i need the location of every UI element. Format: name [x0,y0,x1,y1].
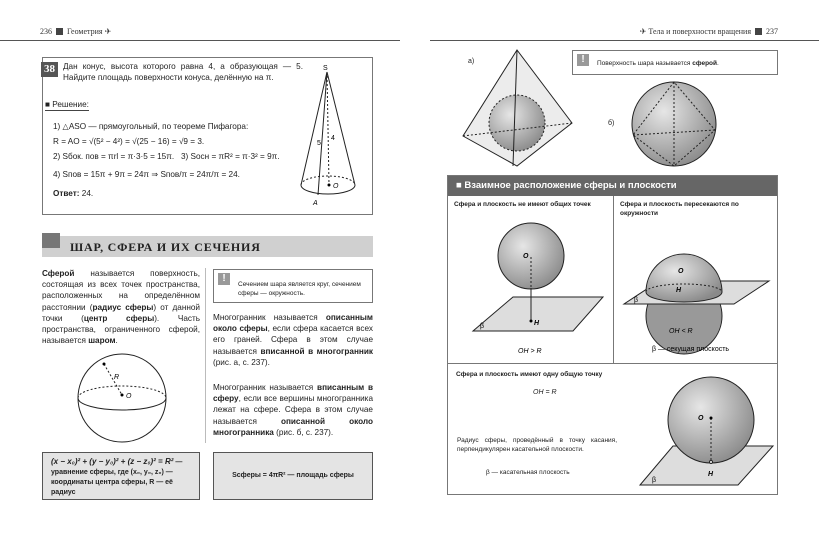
page-number: 237 [766,27,778,36]
step: 3) Sосн = πR² = π·3² = 9π. [180,152,280,162]
label-beta: β [652,477,657,484]
label-r: R [114,374,120,381]
right-page-header: ✈ Тела и поверхности вращения 237 [639,27,778,36]
case3-note: β — касательная плоскость [486,469,570,476]
sphere-plane-table [447,175,778,495]
case2-figure [614,221,778,361]
label-beta: β [634,297,639,304]
sphere-figure [70,350,180,450]
section-title-bar [42,236,373,257]
page-number: 236 [40,27,52,36]
table-header: ■ Взаимное расположение сферы и плоскости [448,176,777,196]
figure-b-label: б) [608,120,615,127]
label-h: H [708,471,714,478]
note-box [572,50,778,75]
case3-text: Радиус сферы, проведённый в точку касания, перпендикулярен касательной плоскости. [457,437,617,453]
step: R = AO = √(5² − 4²) = √(25 − 16) = √9 = 3. [53,137,205,147]
label-beta: β [480,323,485,330]
label-a: A [313,200,318,207]
section-title: ШАР, СФЕРА И ИХ СЕЧЕНИЯ [70,240,261,254]
case2-condition: OH < R [669,328,693,335]
running-title: Геометрия [67,27,103,36]
answer-label: Ответ: [53,188,80,198]
note-text: Поверхность шара называется сферой. [597,60,719,67]
column-divider [205,268,206,443]
label-o: O [523,253,529,260]
answer-value: 24. [81,188,94,198]
case3-condition: OH = R [533,389,557,396]
problem-text: Дан конус, высота которого равна 4, а образующая — 5. Найдите площадь поверхности конуса, делённую на π. [63,62,303,83]
step: 2) Sбок. пов = πrl = π·3·5 = 15π. [53,152,175,162]
cone-figure [293,60,373,215]
tetrahedron-inscribed-sphere [455,48,585,168]
case1-condition: OH > R [518,348,542,355]
case1-figure [448,221,613,361]
note-text: Сечением шара является круг, сечением сферы — окружность. [238,281,361,297]
table-title: Взаимное расположение сферы и плоскости [464,180,677,191]
label-s: S [323,65,328,72]
case3-figure [628,366,778,494]
step: 4) Sпов = 15π + 9π = 24π ⇒ Sпов/π = 24π/π = 24. [53,169,240,179]
circumscribed-paragraph: Многогранник называется описанным около сферы, если сфера касается всех его граней. Сфера в этом случае называется вписанной в многогранник (рис. а, с. 237). [213,313,373,367]
label-o: O [698,415,704,422]
figure-a-label: а) [468,58,475,65]
solution-steps [53,121,303,199]
sphere-area-box: Sсферы = 4πR² — площадь сферы [213,452,373,500]
header-rule [0,40,400,41]
problem-number: 38 [41,62,58,77]
note-box [213,269,373,303]
label-o: O [126,393,132,400]
exclamation-icon: ! [218,273,230,285]
solution-label: ■ Решение: [45,99,89,111]
left-page-header: 236 Геометрия ✈ [40,27,112,36]
label-o: O [333,183,339,190]
label-o: O [678,268,684,275]
sphere-circumscribed-tetrahedron [630,80,720,168]
case2-heading: Сфера и плоскость пересекаются по окружности [620,201,739,217]
inscribed-paragraph: Многогранник называется вписанным в сферу, если все вершины многогранника лежат на сфере. Сфера в этом случае называется описанной около многогранника (рис. б, с. 237). [213,383,374,437]
sphere-equation-box: (x − x₀)² + (y − y₀)² + (z − z₀)² = R² — уравнение сферы, где (x₀, y₀, z₀) — координаты центра сферы, R — её радиус [42,452,200,500]
label-slant: 5 [317,140,321,147]
step: 1) △ASO — прямоугольный, по теореме Пифагора: [53,122,249,131]
problem-box [42,57,373,215]
case2-note: β — секущая плоскость [652,346,730,353]
case1-heading: Сфера и плоскость не имеют общих точек [454,201,591,208]
case3-heading: Сфера и плоскость имеют одну общую точку [456,371,603,378]
label-h: H [676,287,682,294]
running-title: Тела и поверхности вращения [648,27,751,36]
label-height: 4 [331,135,335,142]
exclamation-icon: ! [577,54,589,66]
label-h: H [534,320,540,327]
header-rule [430,40,819,41]
sphere-definition: Сферой называется поверхность, состоящая из всех точек пространства, расположенных на определённом расстоянии (радиус сферы) от данной точки (центр сферы). Часть пространства, ограниченного сферой, называется шаром. [42,269,201,346]
